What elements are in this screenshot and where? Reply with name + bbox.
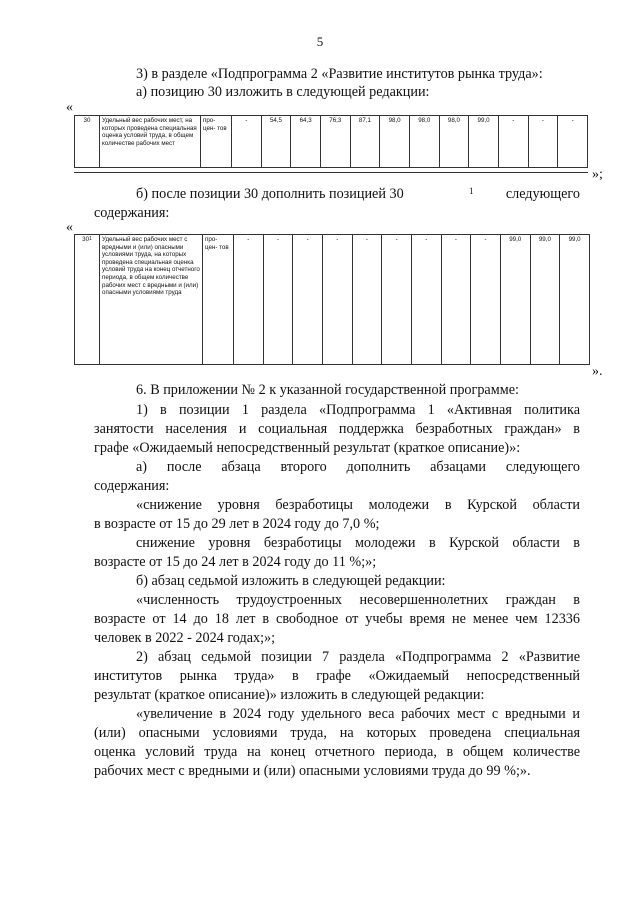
value-cell: 54,5 [261,116,291,168]
value-cell: - [232,116,262,168]
quote2-line1: снижение уровня безработицы молодежи в Курской области в [136,535,580,551]
value-cell: - [498,116,528,168]
quote4-line3: оценка условий труда на конец отчетного периода, в общем количестве [94,744,580,760]
item6-heading: 6. В приложении № 2 к указанной государственной программе: [136,382,519,398]
item6-pa-line1: а) после абзаца второго дополнить абзацами следующего [136,459,580,475]
item6-p1-line1: 1) в позиции 1 раздела «Подпрограмма 1 «Активная политика [136,402,580,418]
sub-b-text: б) после позиции 30 дополнить позицией 30 [136,186,404,202]
item6-p1-line2: занятости населения и социальная поддержка безработных граждан» в [94,421,580,437]
quote3-line3: человек в 2022 - 2024 годах;»; [94,630,276,646]
value-cell: 99,0 [500,235,530,365]
sub-b-tail: следующего [505,186,580,202]
indicator-name: Удельный вес рабочих мест, на которых проведена специальная оценка условий труда, в общем количестве рабочих мест [100,116,201,168]
position-number: $30^1$ [75,235,100,365]
table-row [75,235,590,365]
value-cell: 98,0 [439,116,469,168]
quote2-line2: возрасте от 15 до 24 лет в 2024 году до 11 %;»; [94,554,377,570]
value-cell: - [411,235,441,365]
close-quote: »; [592,167,603,182]
unit: про- цен- тов [203,235,234,365]
quote4-line1: «увеличение в 2024 году удельного веса рабочих мест с вредными и [136,706,580,722]
value-cell: - [558,116,588,168]
value-cell: 99,0 [530,235,560,365]
item6-p2-line2: институтов рынка труда» в графе «Ожидаемый непосредственный [94,668,580,684]
value-cell: - [234,235,264,365]
position-number: 30 [75,116,100,168]
item3-sub-b-cont: содержания: [94,205,170,221]
item3-heading: 3) в разделе «Подпрограмма 2 «Развитие институтов рынка труда»: [136,66,543,82]
quote4-line4: рабочих мест с вредными и (или) опасными условиями труда до 99 %;». [94,763,531,779]
value-cell: 99,0 [469,116,499,168]
page-number: 5 [316,34,324,49]
table-divider [74,172,588,173]
value-cell: - [263,235,293,365]
value-cell: - [352,235,382,365]
item6-p2-line1: 2) абзац седьмой позиции 7 раздела «Подпрограмма 2 «Развитие [136,649,580,665]
value-cell: - [441,235,471,365]
value-cell: - [528,116,558,168]
quote4-line2: (или) опасными условиями труда, на которых проведена специальная [94,725,580,741]
open-quote-2: « [66,220,73,235]
quote3-line1: «численность трудоустроенных несовершеннолетних граждан в [136,592,580,608]
value-cell: - [322,235,352,365]
unit: про- цен- тов [201,116,232,168]
value-cell: 98,0 [409,116,439,168]
value-cell: 87,1 [350,116,380,168]
value-cell: - [471,235,501,365]
item6-p1-line3: графе «Ожидаемый непосредственный результат (краткое описание)»: [94,440,521,456]
sub-b-superscript: 1 [469,186,474,196]
close-quote-2: ». [592,364,603,379]
value-cell: - [293,235,323,365]
quote1-line2: в возрасте от 15 до 29 лет в 2024 году до 7,0 %; [94,516,380,532]
item6-pb: б) абзац седьмой изложить в следующей редакции: [136,573,446,589]
value-cell: 99,0 [560,235,590,365]
item6-pa-line2: содержания: [94,478,170,494]
value-cell: 76,3 [320,116,350,168]
quote3-line2: возрасте от 14 до 18 лет в свободное от учебы время не менее чем 12336 [94,611,580,627]
position-30-table [74,115,588,168]
indicator-name: Удельный вес рабочих мест с вредными и (или) опасными условиями труда, на которых проведена специальная оценка условий труда на конец отчетного периода, в общем количестве рабочих мест с вредными и (или) опасными условиями труда [100,235,203,365]
item6-p2-line3: результат (краткое описание)» изложить в следующей редакции: [94,687,485,703]
item3-sub-a: а) позицию 30 изложить в следующей редакции: [136,84,430,100]
value-cell: - [382,235,412,365]
table-row [75,116,588,168]
open-quote: « [66,100,73,115]
quote1-line1: «снижение уровня безработицы молодежи в Курской области [136,497,580,513]
position-30-1-table [74,234,590,365]
value-cell: 98,0 [380,116,410,168]
value-cell: 64,3 [291,116,321,168]
